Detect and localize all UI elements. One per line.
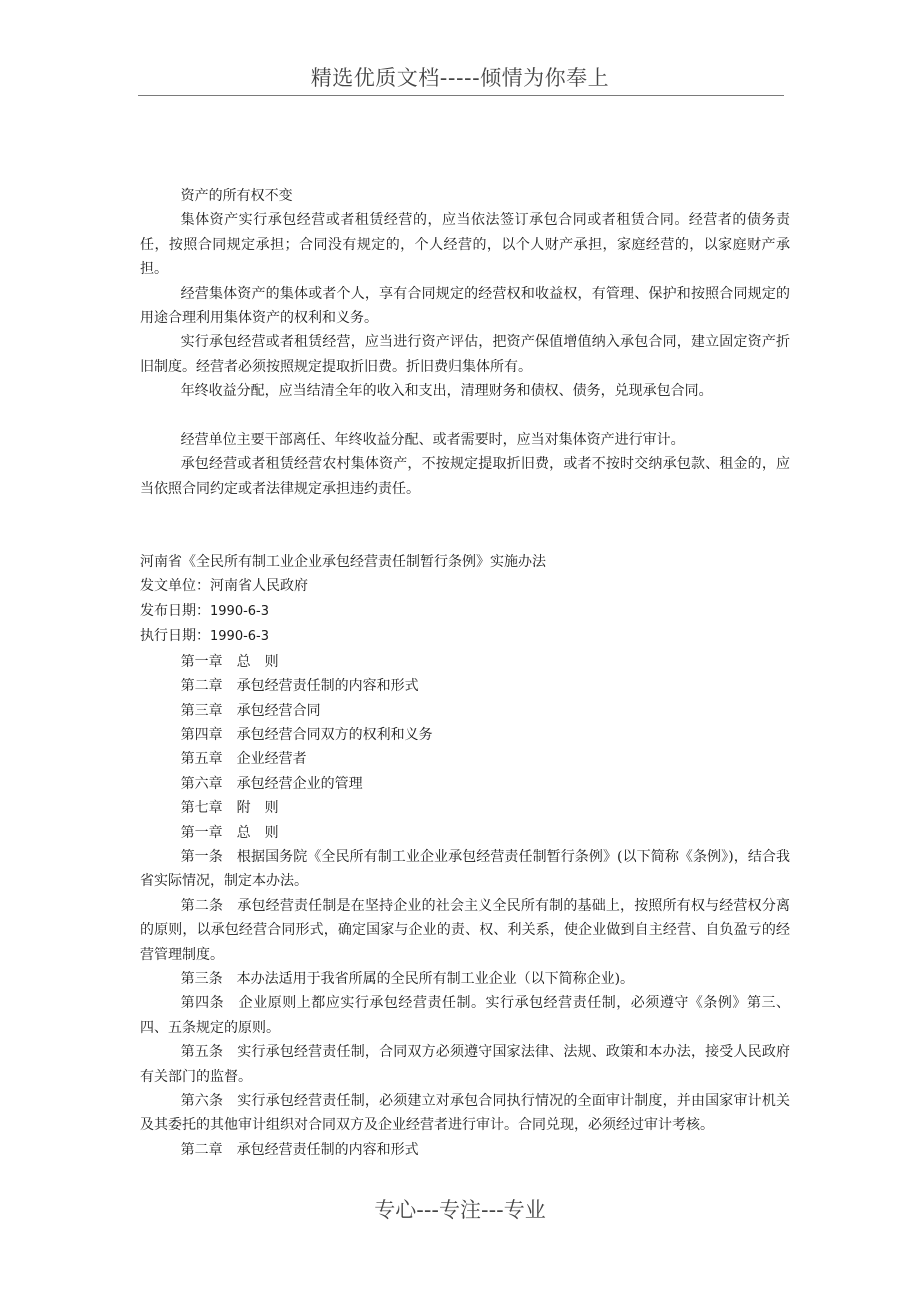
paragraph: 实行承包经营或者租赁经营，应当进行资产评估，把资产保值增值纳入承包合同，建立固定资产折旧制度。经营者必须按照规定提取折旧费。折旧费归集体所有。 xyxy=(140,334,790,375)
article-paragraph: 第五条 实行承包经营责任制，合同双方必须遵守国家法律、法规、政策和本办法，接受人民政府有关部门的监督。 xyxy=(140,1044,790,1085)
spacer xyxy=(140,501,790,550)
spacer xyxy=(140,404,790,428)
toc-item: 第四章 承包经营合同双方的权利和义务 xyxy=(180,726,433,743)
article-paragraph: 第四条 企业原则上都应实行承包经营责任制。实行承包经营责任制，必须遵守《条例》第三、四、五条规定的原则。 xyxy=(140,995,790,1036)
toc-item: 第六章 承包经营企业的管理 xyxy=(180,775,363,792)
paragraph: 资产的所有权不变 xyxy=(180,188,293,204)
chapter-heading: 第一章 总 则 xyxy=(180,824,279,841)
issuer-line xyxy=(140,574,790,598)
effective-date-label: 执行日期： xyxy=(140,628,210,645)
publish-date-value: 1990-6-3 xyxy=(210,603,270,619)
toc-item: 第三章 承包经营合同 xyxy=(180,702,321,719)
toc-item: 第七章 附 则 xyxy=(180,800,279,817)
publish-date-label: 发布日期： xyxy=(140,602,210,619)
publish-date-line xyxy=(140,599,790,624)
effective-date-line xyxy=(140,624,790,649)
effective-date-value: 1990-6-3 xyxy=(210,629,270,645)
page-header-title: 精选优质文档-----倾情为你奉上 xyxy=(310,66,610,90)
header-divider xyxy=(138,95,784,96)
document-body xyxy=(140,184,790,1162)
article-paragraph: 第一条 根据国务院《全民所有制工业企业承包经营责任制暂行条例》(以下简称《条例》)，结合我省实际情况，制定本办法。 xyxy=(140,848,790,890)
article-paragraph: 第六条 实行承包经营责任制，必须建立对承包合同执行情况的全面审计制度，并由国家审计机关及其委托的其他审计组织对合同双方及企业经营者进行审计。合同兑现，必须经过审计考核。 xyxy=(140,1093,790,1134)
chapter-heading: 第二章 承包经营责任制的内容和形式 xyxy=(180,1141,419,1158)
toc-item: 第五章 企业经营者 xyxy=(180,751,307,768)
toc-item: 第二章 承包经营责任制的内容和形式 xyxy=(180,678,419,695)
issuer-value: 河南省人民政府 xyxy=(210,578,308,595)
page-footer-text: 专心---专注---专业 xyxy=(374,1198,546,1222)
paragraph: 经营集体资产的集体或者个人，享有合同规定的经营权和收益权，有管理、保护和按照合同规定的用途合理利用集体资产的权利和义务。 xyxy=(140,285,790,327)
article-paragraph: 第三条 本办法适用于我省所属的全民所有制工业企业（以下简称企业)。 xyxy=(180,970,635,987)
paragraph: 年终收益分配，应当结清全年的收入和支出，清理财务和债权、债务，兑现承包合同。 xyxy=(180,383,713,400)
document-title: 河南省《全民所有制工业企业承包经营责任制暂行条例》实施办法 xyxy=(140,554,546,571)
article-paragraph: 第二条 承包经营责任制是在坚持企业的社会主义全民所有制的基础上，按照所有权与经营权分离的原则，以承包经营合同形式，确定国家与企业的责、权、利关系，使企业做到自主经营、自负盈亏的经营管理制度。 xyxy=(140,897,790,963)
toc-item: 第一章 总 则 xyxy=(180,653,279,670)
paragraph: 集体资产实行承包经营或者租赁经营的，应当依法签订承包合同或者租赁合同。经营者的债务责任，按照合同规定承担；合同没有规定的，个人经营的，以个人财产承担，家庭经营的，以家庭财产承担。 xyxy=(140,212,790,278)
paragraph: 承包经营或者租赁经营农村集体资产，不按规定提取折旧费，或者不按时交纳承包款、租金的，应当依照合同约定或者法律规定承担违约责任。 xyxy=(140,456,790,497)
paragraph: 经营单位主要干部离任、年终收益分配、或者需要时，应当对集体资产进行审计。 xyxy=(180,432,685,449)
issuer-label: 发文单位： xyxy=(140,578,210,595)
